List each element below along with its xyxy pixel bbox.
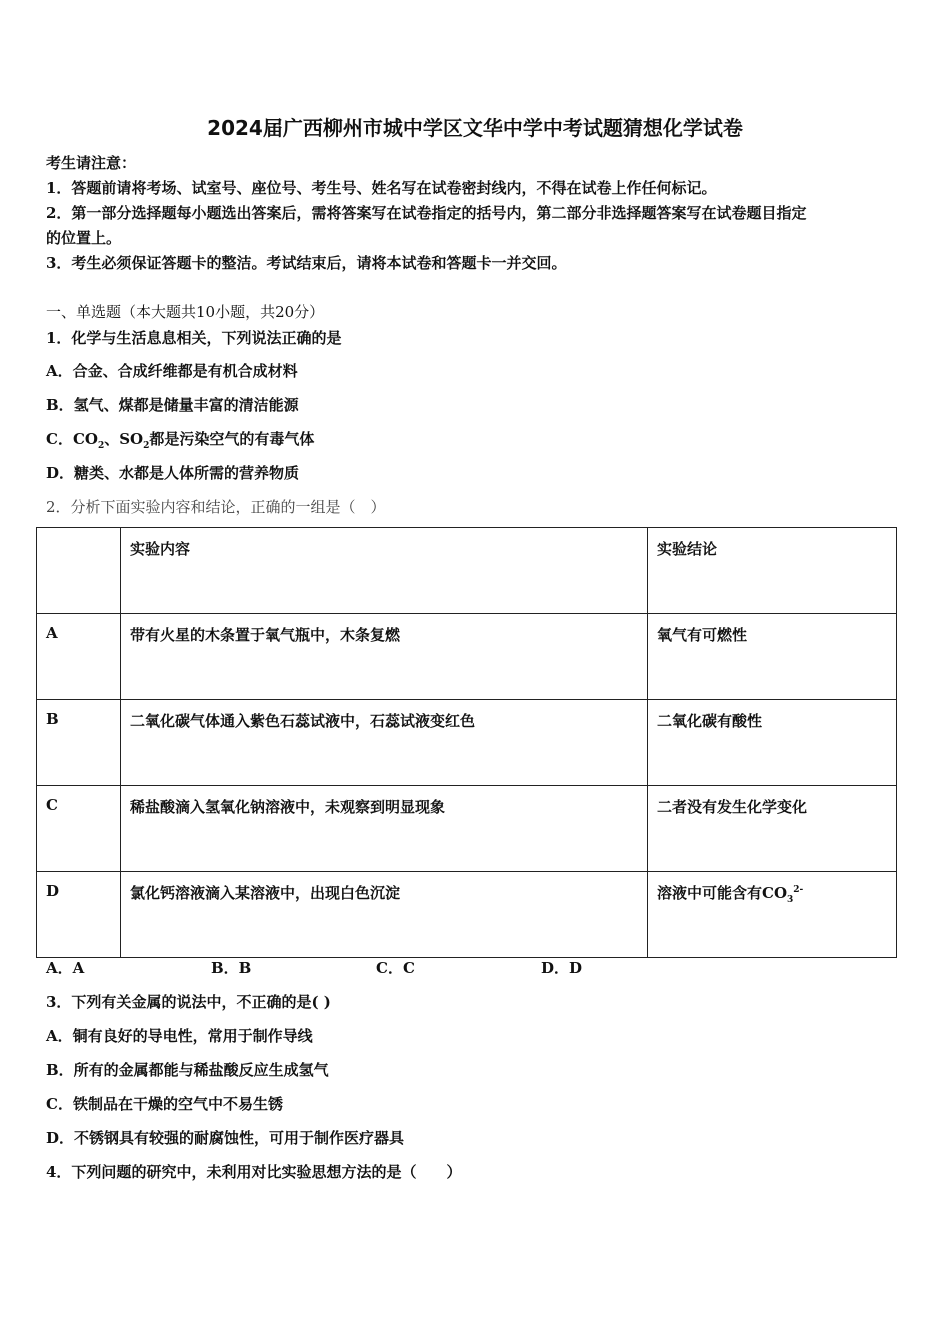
notice-item: 1．答题前请将考场、试室号、座位号、考生号、姓名写在试卷密封线内，不得在试卷上作任何标记。	[46, 179, 717, 197]
question-4-stem: 4．下列问题的研究中，未利用对比实验思想方法的是（ ）	[46, 1163, 462, 1181]
notice-item: 3．考生必须保证答题卡的整洁。考试结束后，请将本试卷和答题卡一并交回。	[46, 254, 567, 272]
choice-d: D．D	[541, 959, 583, 977]
row-content: 二氧化碳气体通入紫色石蕊试液中，石蕊试液变红色	[121, 700, 648, 786]
subscript: 2	[97, 441, 105, 451]
row-conclusion	[648, 872, 897, 958]
row-content: 稀盐酸滴入氢氧化钠溶液中，未观察到明显现象	[121, 786, 648, 872]
question-1-stem: 1．化学与生活息息相关，下列说法正确的是	[46, 329, 342, 347]
question-3-option-c: C．铁制品在干燥的空气中不易生锈	[46, 1095, 283, 1113]
section-heading: 一、单选题（本大题共10小题，共20分）	[46, 303, 325, 321]
experiment-table	[36, 527, 897, 958]
row-label: D	[37, 872, 121, 958]
question-2-stem: 2．分析下面实验内容和结论，正确的一组是（ ）	[46, 498, 386, 516]
table-header-cell	[37, 528, 121, 614]
table-header-row	[37, 528, 897, 614]
row-content: 带有火星的木条置于氧气瓶中，木条复燃	[121, 614, 648, 700]
question-3-stem: 3．下列有关金属的说法中，不正确的是( )	[46, 993, 331, 1011]
question-1-option-c	[46, 428, 314, 451]
row-label: A	[37, 614, 121, 700]
question-1-option-a: A．合金、合成纤维都是有机合成材料	[46, 362, 298, 380]
subscript: 3	[787, 895, 794, 905]
row-label: C	[37, 786, 121, 872]
option-c-part: C．CO	[46, 430, 98, 448]
choice-a: A．A	[46, 959, 85, 977]
notice-item: 2．第一部分选择题每小题选出答案后，需将答案写在试卷指定的括号内，第二部分非选择题答案写在试卷题目指定	[46, 204, 807, 222]
table-row	[37, 872, 897, 958]
subscript: 2	[143, 441, 150, 451]
table-row	[37, 786, 897, 872]
question-3-option-d: D．不锈钢具有较强的耐腐蚀性，可用于制作医疗器具	[46, 1129, 405, 1147]
table-header-cell: 实验结论	[648, 528, 897, 614]
question-3-option-b: B．所有的金属都能与稀盐酸反应生成氢气	[46, 1061, 329, 1079]
choice-b: B．B	[211, 959, 252, 977]
table-row	[37, 700, 897, 786]
row-label: B	[37, 700, 121, 786]
conclusion-part: 溶液中可能含有CO	[657, 884, 788, 902]
row-conclusion: 二者没有发生化学变化	[648, 786, 897, 872]
notice-heading: 考生请注意：	[46, 154, 137, 172]
row-content: 氯化钙溶液滴入某溶液中，出现白色沉淀	[121, 872, 648, 958]
choice-c: C．C	[376, 959, 415, 977]
question-3-option-a: A．铜有良好的导电性，常用于制作导线	[46, 1027, 313, 1045]
question-1-option-d: D．糖类、水都是人体所需的营养物质	[46, 464, 300, 482]
question-1-option-b: B．氢气、煤都是储量丰富的清洁能源	[46, 396, 299, 414]
page-title: 2024届广西柳州市城中学区文华中学中考试题猜想化学试卷	[207, 116, 743, 140]
notice-item: 的位置上。	[46, 229, 122, 247]
option-c-part: 都是污染空气的有毒气体	[149, 430, 315, 448]
option-c-part: 、SO	[104, 430, 144, 448]
table-header-cell: 实验内容	[121, 528, 648, 614]
superscript: 2-	[793, 885, 804, 895]
row-conclusion: 氧气有可燃性	[648, 614, 897, 700]
table-row	[37, 614, 897, 700]
row-conclusion: 二氧化碳有酸性	[648, 700, 897, 786]
